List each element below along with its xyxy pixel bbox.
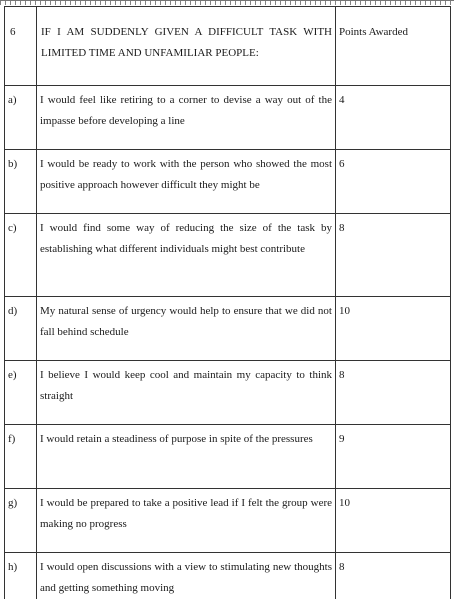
row-label: f) (5, 425, 37, 489)
table-row (5, 553, 451, 599)
row-points: 4 (336, 86, 451, 150)
table-row (5, 489, 451, 553)
row-text: I believe I would keep cool and maintain my capacity to think straight (37, 361, 336, 425)
question-text: IF I AM SUDDENLY GIVEN A DIFFICULT TASK WITH LIMITED TIME AND UNFAMILIAR PEOPLE: (37, 7, 336, 86)
questionnaire-table (4, 6, 451, 599)
question-header-row (5, 7, 451, 86)
question-number: 6 (5, 7, 37, 86)
row-text: I would open discussions with a view to stimulating new thoughts and getting something moving (37, 553, 336, 599)
row-label: h) (5, 553, 37, 599)
points-awarded-header: Points Awarded (336, 7, 451, 86)
row-label: g) (5, 489, 37, 553)
row-text: I would feel like retiring to a corner to devise a way out of the impasse before developing a line (37, 86, 336, 150)
row-label: e) (5, 361, 37, 425)
row-text: My natural sense of urgency would help to ensure that we did not fall behind schedule (37, 297, 336, 361)
table-row (5, 297, 451, 361)
row-points: 10 (336, 297, 451, 361)
row-label: a) (5, 86, 37, 150)
table-row (5, 86, 451, 150)
row-text: I would retain a steadiness of purpose in spite of the pressures (37, 425, 336, 489)
table-row (5, 361, 451, 425)
row-text: I would be ready to work with the person who showed the most positive approach however difficult they might be (37, 150, 336, 214)
row-label: d) (5, 297, 37, 361)
row-points: 6 (336, 150, 451, 214)
row-points: 10 (336, 489, 451, 553)
row-text: I would be prepared to take a positive lead if I felt the group were making no progress (37, 489, 336, 553)
row-label: c) (5, 214, 37, 297)
row-text: I would find some way of reducing the size of the task by establishing what different individuals might best contribute (37, 214, 336, 297)
table-row (5, 150, 451, 214)
table-row (5, 425, 451, 489)
row-points: 9 (336, 425, 451, 489)
row-points: 8 (336, 553, 451, 599)
page-top-border (0, 0, 454, 5)
row-label: b) (5, 150, 37, 214)
row-points: 8 (336, 361, 451, 425)
row-points: 8 (336, 214, 451, 297)
table-row (5, 214, 451, 297)
